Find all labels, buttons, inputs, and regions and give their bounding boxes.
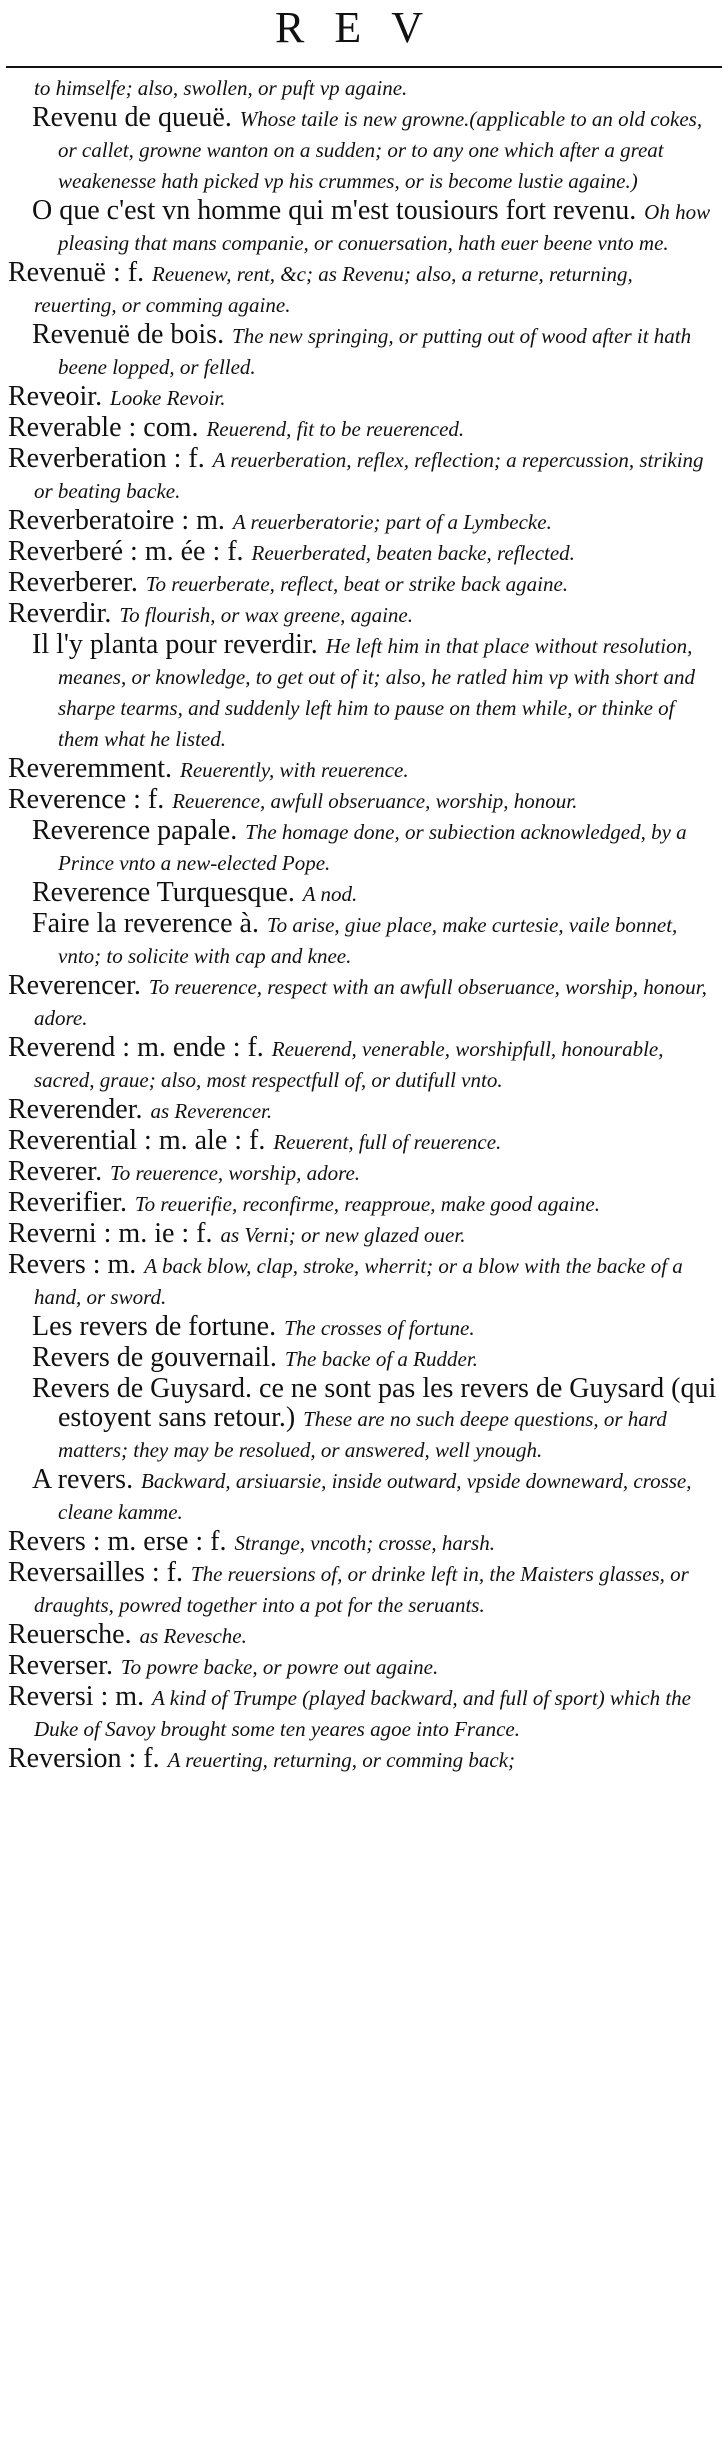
entry-headword: Revers : m. <box>8 1249 137 1280</box>
entry-definition: Strange, vncoth; crosse, harsh. <box>234 1531 495 1555</box>
entry-headword: Reverender. <box>8 1094 143 1125</box>
entry-definition: A reuerting, returning, or comming back; <box>167 1748 516 1772</box>
entry-headword: Reverni : m. ie : f. <box>8 1218 213 1249</box>
entry-headword: A revers. <box>32 1464 134 1495</box>
entry-headword: Reverdir. <box>8 598 112 629</box>
entry-headword: Reverifier. <box>8 1187 127 1218</box>
entry-definition: A reuerberation, reflex, reflection; a repercussion, striking or beating backe. <box>34 448 704 503</box>
entry-definition: To reuerence, worship, adore. <box>110 1161 361 1185</box>
dictionary-entry <box>8 72 718 103</box>
dictionary-entry <box>8 1250 718 1312</box>
dictionary-entry <box>8 1682 718 1744</box>
entry-headword: Reverencer. <box>8 970 141 1001</box>
entry-headword: Reversion : f. <box>8 1743 160 1774</box>
entry-definition: Reuerend, fit to be reuerenced. <box>206 417 465 441</box>
entry-headword: Reverberation : f. <box>8 443 205 474</box>
entry-headword: Reverence : f. <box>8 784 165 815</box>
dictionary-entry <box>8 971 718 1033</box>
entry-definition: These are no such deepe questions, or hard matters; they may be resolued, or answered, well ynough. <box>58 1407 667 1462</box>
dictionary-entry <box>8 258 718 320</box>
entry-definition: Reuenew, rent, &c; as Revenu; also, a returne, returning, reuerting, or comming againe. <box>34 262 633 317</box>
dictionary-entry <box>8 196 718 258</box>
page-header: REV <box>275 3 453 52</box>
entry-headword: O que c'est vn homme qui m'est tousiours fort revenu. <box>32 195 637 226</box>
entry-headword: Reverser. <box>8 1650 113 1681</box>
entry-headword: Revers de Guysard. ce ne sont pas les revers de Guysard (qui estoyent sans retour.) <box>32 1373 717 1433</box>
entry-definition: A reuerberatorie; part of a Lymbecke. <box>232 510 552 534</box>
entry-headword: Reverberatoire : m. <box>8 505 225 536</box>
entry-headword: Reversi : m. <box>8 1681 145 1712</box>
entry-headword: Reverential : m. ale : f. <box>8 1125 266 1156</box>
dictionary-entry <box>8 1620 718 1651</box>
entry-headword: Il l'y planta pour reverdir. <box>32 629 318 660</box>
dictionary-entry <box>8 785 718 816</box>
entry-definition: Reuerent, full of reuerence. <box>273 1130 502 1154</box>
dictionary-entry <box>8 1219 718 1250</box>
dictionary-entry <box>8 320 718 382</box>
entry-definition: The reuersions of, or drinke left in, the Maisters glasses, or draughts, powred together into a pot for the seruants. <box>34 1562 689 1617</box>
dictionary-entry <box>8 444 718 506</box>
entry-definition: He left him in that place without resolution, meanes, or knowledge, to get out of it; also, he ratled him vp with short and sharpe tearms, and suddenly left him to pause on them while, or thinke of them what he listed. <box>58 634 695 751</box>
entry-definition: Reuerend, venerable, worshipfull, honourable, sacred, graue; also, most respectfull of, or dutifull vnto. <box>34 1037 664 1092</box>
entry-definition: as Reverencer. <box>150 1099 273 1123</box>
entry-headword: Reveremment. <box>8 753 173 784</box>
entry-definition: To reuerifie, reconfirme, reapproue, make good againe. <box>134 1192 600 1216</box>
entry-headword: Reverend : m. ende : f. <box>8 1032 264 1063</box>
entry-definition: Oh how pleasing that mans companie, or conuersation, hath euer beene vnto me. <box>58 200 711 255</box>
dictionary-entry <box>8 816 718 878</box>
entry-definition: Backward, arsiuarsie, inside outward, vpside downeward, crosse, cleane kamme. <box>58 1469 692 1524</box>
entry-definition: The new springing, or putting out of wood after it hath beene lopped, or felled. <box>58 324 692 379</box>
dictionary-entry <box>8 506 718 537</box>
dictionary-entry <box>8 382 718 413</box>
entry-definition: Looke Revoir. <box>110 386 226 410</box>
entry-headword: Reveoir. <box>8 381 103 412</box>
entry-definition: To powre backe, or powre out againe. <box>120 1655 439 1679</box>
entry-definition: To arise, giue place, make curtesie, vaile bonnet, vnto; to solicite with cap and knee. <box>58 913 678 968</box>
entry-headword: Reversailles : f. <box>8 1557 183 1588</box>
dictionary-entry <box>8 1558 718 1620</box>
dictionary-entry <box>8 878 718 909</box>
entry-definition: The crosses of fortune. <box>284 1316 475 1340</box>
entry-definition: Reuerberated, beaten backe, reflected. <box>251 541 575 565</box>
entry-definition: A back blow, clap, stroke, wherrit; or a blow with the backe of a hand, or sword. <box>34 1254 683 1309</box>
entry-definition: To reuerberate, reflect, beat or strike back againe. <box>145 572 569 596</box>
entry-headword: Revers de gouvernail. <box>32 1342 277 1373</box>
dictionary-entry <box>8 1343 718 1374</box>
dictionary-entry <box>8 1157 718 1188</box>
dictionary-entry <box>8 1465 718 1527</box>
entry-headword: Revenu de queuë. <box>32 102 232 133</box>
entry-headword: Reverence Turquesque. <box>32 877 295 908</box>
dictionary-entry <box>8 1312 718 1343</box>
entry-headword: Reverence papale. <box>32 815 238 846</box>
entry-headword: Les revers de fortune. <box>32 1311 277 1342</box>
entry-definition: Whose taile is new growne.(applicable to an old cokes, or callet, growne wanton on a sudden; or to any one which after a great weakenesse hath picked vp his crummes, or is become lustie againe.) <box>58 107 703 193</box>
entry-definition: to himselfe; also, swollen, or puft vp againe. <box>34 76 408 100</box>
entry-definition: as Verni; or new glazed ouer. <box>220 1223 466 1247</box>
entry-headword: Revenuë : f. <box>8 257 145 288</box>
dictionary-entry <box>8 1126 718 1157</box>
dictionary-entry <box>8 1651 718 1682</box>
entry-definition: The homage done, or subiection acknowledged, by a Prince vnto a new-elected Pope. <box>58 820 687 875</box>
dictionary-entry <box>8 103 718 196</box>
entry-headword: Reverberer. <box>8 567 138 598</box>
dictionary-entry <box>8 537 718 568</box>
entry-headword: Revenuë de bois. <box>32 319 225 350</box>
entry-definition: The backe of a Rudder. <box>284 1347 478 1371</box>
entry-headword: Reverable : com. <box>8 412 199 443</box>
dictionary-entry <box>8 1188 718 1219</box>
entry-definition: as Revesche. <box>139 1624 247 1648</box>
entry-definition: Reuerence, awfull obseruance, worship, honour. <box>172 789 578 813</box>
dictionary-entry <box>8 413 718 444</box>
dictionary-entry <box>8 630 718 754</box>
entry-definition: Reuerently, with reuerence. <box>180 758 409 782</box>
header-rule <box>6 66 722 68</box>
dictionary-entry <box>8 1374 718 1465</box>
dictionary-entry <box>8 1033 718 1095</box>
entry-headword: Faire la reverence à. <box>32 908 259 939</box>
dictionary-entry <box>8 599 718 630</box>
dictionary-entry <box>8 1744 718 1775</box>
dictionary-entry <box>8 568 718 599</box>
dictionary-entry <box>8 1095 718 1126</box>
entry-headword: Reverberé : m. ée : f. <box>8 536 244 567</box>
entry-definition: A kind of Trumpe (played backward, and full of sport) which the Duke of Savoy brought some ten yeares agoe into France. <box>34 1686 692 1741</box>
entry-definition: To flourish, or wax greene, againe. <box>119 603 413 627</box>
entry-headword: Revers : m. erse : f. <box>8 1526 227 1557</box>
entry-definition: A nod. <box>302 882 358 906</box>
entry-headword: Reverer. <box>8 1156 103 1187</box>
entry-headword: Reuersche. <box>8 1619 132 1650</box>
dictionary-entry <box>8 1527 718 1558</box>
dictionary-entry <box>8 909 718 971</box>
dictionary-entry <box>8 754 718 785</box>
entry-list <box>8 72 718 1775</box>
entry-definition: To reuerence, respect with an awfull obseruance, worship, honour, adore. <box>34 975 707 1030</box>
